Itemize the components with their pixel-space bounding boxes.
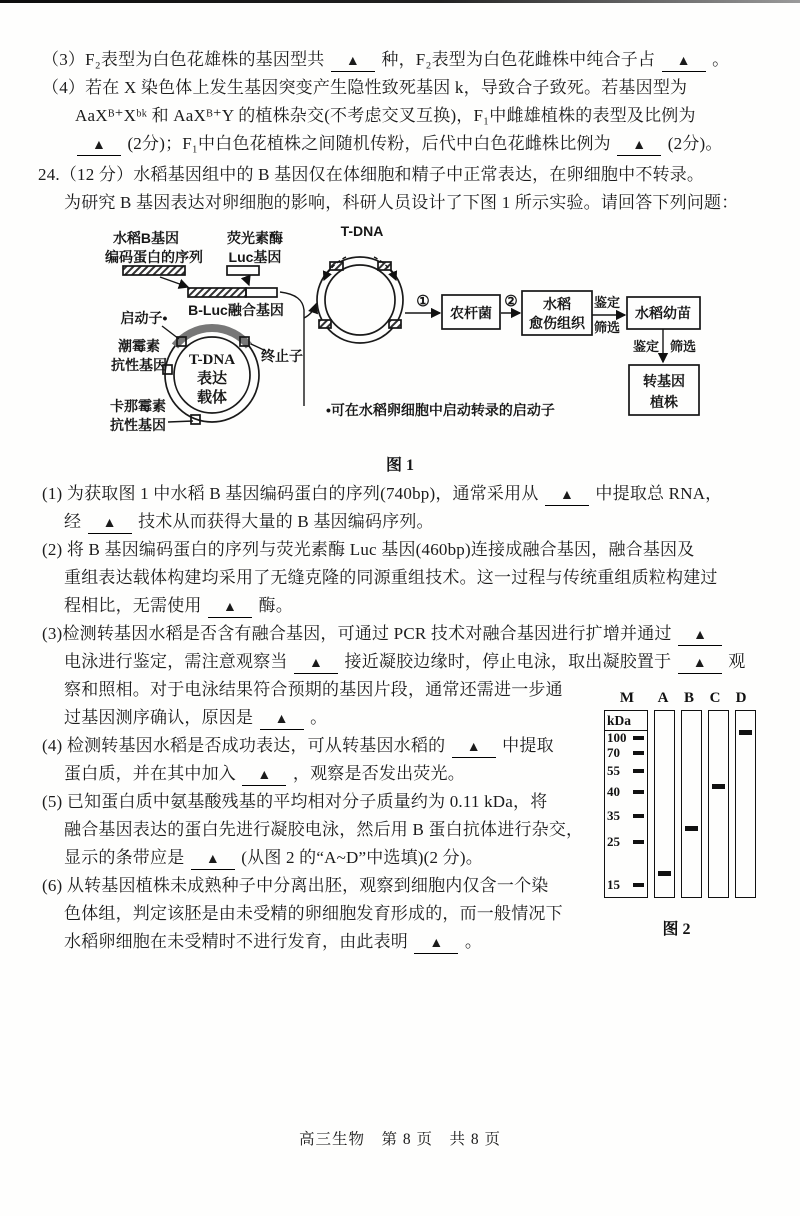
- question-24-stem: [0, 161, 800, 217]
- text-line: （3）F₂表型为白色花雄株的基因型共 ▲ 种，F₂表型为白色花雌株中纯合子占 ▲ 。: [0, 46, 800, 74]
- luciferase-gene-label: [227, 230, 283, 275]
- hygromycin-label: [111, 338, 167, 373]
- answer-blank: ▲: [452, 738, 496, 758]
- gel-band-lane-B: [685, 826, 698, 831]
- svg-text:Luc基因: Luc基因: [228, 249, 282, 265]
- gel-lane-D: [735, 710, 756, 898]
- figure-1-diagram: [28, 222, 772, 480]
- figure-2-caption: 图 2: [662, 921, 691, 938]
- text-line: 色体组，判定该胚是由未受精的卵细胞发育形成的，而一般情况下: [64, 904, 563, 923]
- fusion-gene: [188, 288, 284, 318]
- gel-marker-40: 40: [607, 786, 644, 798]
- text-line: (5) 已知蛋白质中氨基酸残基的平均相对分子质量约为 0.11 kDa，将: [42, 792, 548, 811]
- answer-blank: ▲: [294, 654, 338, 674]
- svg-text:鉴定: 鉴定: [593, 295, 621, 310]
- gel-lane-letter: D: [735, 690, 747, 706]
- text-line: 为研究 B 基因表达对卵细胞的影响，科研人员设计了下图 1 所示实验。请回答下列问题：: [64, 193, 739, 212]
- text-line: 经 ▲ 技术从而获得大量的 B 基因编码序列。: [0, 508, 800, 536]
- arrow-right-icon: [304, 304, 316, 318]
- gel-lane-letters: [604, 690, 776, 710]
- svg-text:B-Luc融合基因: B-Luc融合基因: [188, 302, 284, 318]
- gel-lane-A: [654, 710, 675, 898]
- answer-blank: ▲: [678, 654, 722, 674]
- text-line: 24.（12 分）水稻基因组中的 B 基因仅在体细胞和精子中正常表达，在卵细胞中不转录。: [38, 165, 705, 184]
- answer-blank: ▲: [260, 710, 304, 730]
- gel-lane-letter: C: [709, 690, 721, 706]
- gel-lane-letter: A: [657, 690, 669, 706]
- svg-text:水稻: 水稻: [543, 296, 571, 312]
- gel-band-lane-C: [712, 784, 725, 789]
- text-line: （4）若在 X 染色体上发生基因突变产生隐性致死基因 k，导致合子致死。若基因型为: [42, 78, 688, 97]
- svg-text:筛选: 筛选: [669, 339, 697, 354]
- text-line: 过基因测序确认，原因是 ▲ 。: [0, 704, 800, 732]
- b-gene-bar: [123, 266, 185, 275]
- text-line: 电泳进行鉴定，需注意观察当 ▲ 接近凝胶边缘时，停止电泳，取出凝胶置于 ▲ 观: [0, 648, 800, 676]
- arrow-down-icon: [160, 277, 188, 287]
- screen-step-1: [592, 295, 625, 335]
- gel-marker-15: 15: [607, 879, 644, 891]
- gel-lane-letter: M: [619, 690, 635, 706]
- scan-edge: [0, 0, 800, 3]
- agrobacterium-box: [442, 295, 500, 329]
- svg-text:抗性基因: 抗性基因: [111, 357, 167, 373]
- svg-text:农杆菌: 农杆菌: [450, 305, 492, 321]
- text-line: ▲ (2分)；F₁中白色花植株之间随机传粉，后代中白色花雌株比例为 ▲ (2分)。: [0, 130, 800, 158]
- text-line: 显示的条带应是 ▲ (从图 2 的“A~D”中选填)(2 分)。: [0, 844, 800, 872]
- text-line: (3)检测转基因水稻是否含有融合基因，可通过 PCR 技术对融合基因进行扩增并通过 ▲: [0, 620, 800, 648]
- text-line: 察和照相。对于电泳结果符合预期的基因片段，通常还需进一步通: [64, 680, 563, 699]
- gel-lane-letter: B: [683, 690, 694, 706]
- step-2-label: ②: [504, 294, 518, 310]
- t-dna-label: T-DNA: [340, 223, 384, 239]
- gel-marker-70: 70: [607, 747, 644, 759]
- gel-band-lane-A: [658, 871, 671, 876]
- gel-lane-B: [681, 710, 702, 898]
- promoter-label: 启动子•: [120, 310, 168, 326]
- gel-marker-25: 25: [607, 836, 644, 848]
- recombinant-plasmid: [317, 223, 403, 343]
- svg-text:T-DNA: T-DNA: [188, 352, 236, 368]
- svg-text:终止子: 终止子: [261, 348, 303, 364]
- answer-blank: ▲: [414, 934, 458, 954]
- text-line: (1) 为获取图 1 中水稻 B 基因编码蛋白的序列(740bp)，通常采用从 ▲ 中提取总 RNA，: [0, 480, 800, 508]
- svg-text:表达: 表达: [196, 371, 228, 387]
- text-line: 程相比，无需使用 ▲ 酶。: [0, 592, 800, 620]
- svg-text:水稻B基因: 水稻B基因: [112, 230, 180, 246]
- svg-text:编码蛋白的序列: 编码蛋白的序列: [105, 249, 203, 265]
- gel-marker-55: 55: [607, 765, 644, 777]
- figure-1-footnote: •可在水稻卵细胞中启动转录的启动子: [326, 402, 555, 418]
- gel-marker-100: 100: [607, 732, 644, 744]
- svg-text:抗性基因: 抗性基因: [110, 417, 166, 433]
- svg-text:植株: 植株: [650, 394, 678, 410]
- svg-text:荧光素酶: 荧光素酶: [227, 230, 283, 246]
- text-line: 重组表达载体构建均采用了无缝克隆的同源重组技术。这一过程与传统重组质粒构建过: [64, 568, 718, 587]
- answer-blank: ▲: [545, 486, 589, 506]
- answer-blank: ▲: [242, 766, 286, 786]
- terminator-label: [251, 344, 303, 364]
- answer-blank: ▲: [617, 136, 661, 156]
- text-line: 蛋白质，并在其中加入 ▲ ，观察是否发出荧光。: [0, 760, 800, 788]
- gel-lane-C: [708, 710, 729, 898]
- rice-b-gene-label: [105, 230, 203, 275]
- transgenic-plant-box: [629, 365, 699, 415]
- step-1-label: ①: [416, 294, 430, 310]
- screen-step-2: [633, 329, 696, 362]
- text-line: (2) 将 B 基因编码蛋白的序列与荧光素酶 Luc 基因(460bp)连接成融合基因，融合基因及: [42, 540, 695, 559]
- seedling-box: [627, 297, 700, 329]
- svg-text:潮霉素: 潮霉素: [118, 338, 160, 354]
- figure-2-gel: [604, 690, 776, 939]
- answer-blank: ▲: [678, 626, 722, 646]
- page-footer: 高三生物 第 8 页 共 8 页: [298, 1131, 501, 1148]
- text-line: AaXᴮ⁺Xᵇᵏ 和 AaXᴮ⁺Y 的植株杂交(不考虑交叉互换)，F₁中雌雄植株的表型及比例为: [75, 106, 696, 125]
- luc-gene-bar: [227, 266, 259, 275]
- text-line: 水稻卵细胞在未受精时不进行发育，由此表明 ▲ 。: [0, 928, 800, 956]
- kanamycin-label: [110, 398, 193, 433]
- gel-marker-area: [605, 732, 647, 895]
- answer-blank: ▲: [331, 52, 375, 72]
- arrow-down-icon: [246, 277, 249, 285]
- figure-1-caption: 图 1: [385, 457, 415, 474]
- svg-text:水稻幼苗: 水稻幼苗: [635, 305, 691, 321]
- svg-text:载体: 载体: [196, 390, 228, 406]
- answer-blank: ▲: [662, 52, 706, 72]
- question-23-block: [0, 46, 800, 158]
- answer-blank: ▲: [191, 850, 235, 870]
- svg-text:卡那霉素: 卡那霉素: [110, 398, 166, 414]
- svg-text:愈伤组织: 愈伤组织: [529, 315, 585, 331]
- svg-text:鉴定: 鉴定: [632, 339, 660, 354]
- svg-text:转基因: 转基因: [643, 373, 685, 389]
- gel-band-lane-D: [739, 730, 752, 735]
- kda-unit-label: kDa: [605, 711, 647, 731]
- svg-text:筛选: 筛选: [593, 320, 621, 335]
- text-line: 融合基因表达的蛋白先进行凝胶电泳，然后用 B 蛋白抗体进行杂交，: [64, 820, 584, 839]
- expression-vector-plasmid: [163, 328, 259, 424]
- answer-blank: ▲: [208, 598, 252, 618]
- gel-marker-35: 35: [607, 810, 644, 822]
- leader-line: [162, 326, 179, 339]
- answer-blank: ▲: [77, 136, 121, 156]
- gel-marker-lane: [604, 710, 648, 898]
- text-line: (4) 检测转基因水稻是否成功表达，可从转基因水稻的 ▲ 中提取: [0, 732, 800, 760]
- text-line: (6) 从转基因植株未成熟种子中分离出胚，观察到细胞内仅含一个染: [42, 876, 549, 895]
- answer-blank: ▲: [88, 514, 132, 534]
- callus-box: [522, 291, 592, 335]
